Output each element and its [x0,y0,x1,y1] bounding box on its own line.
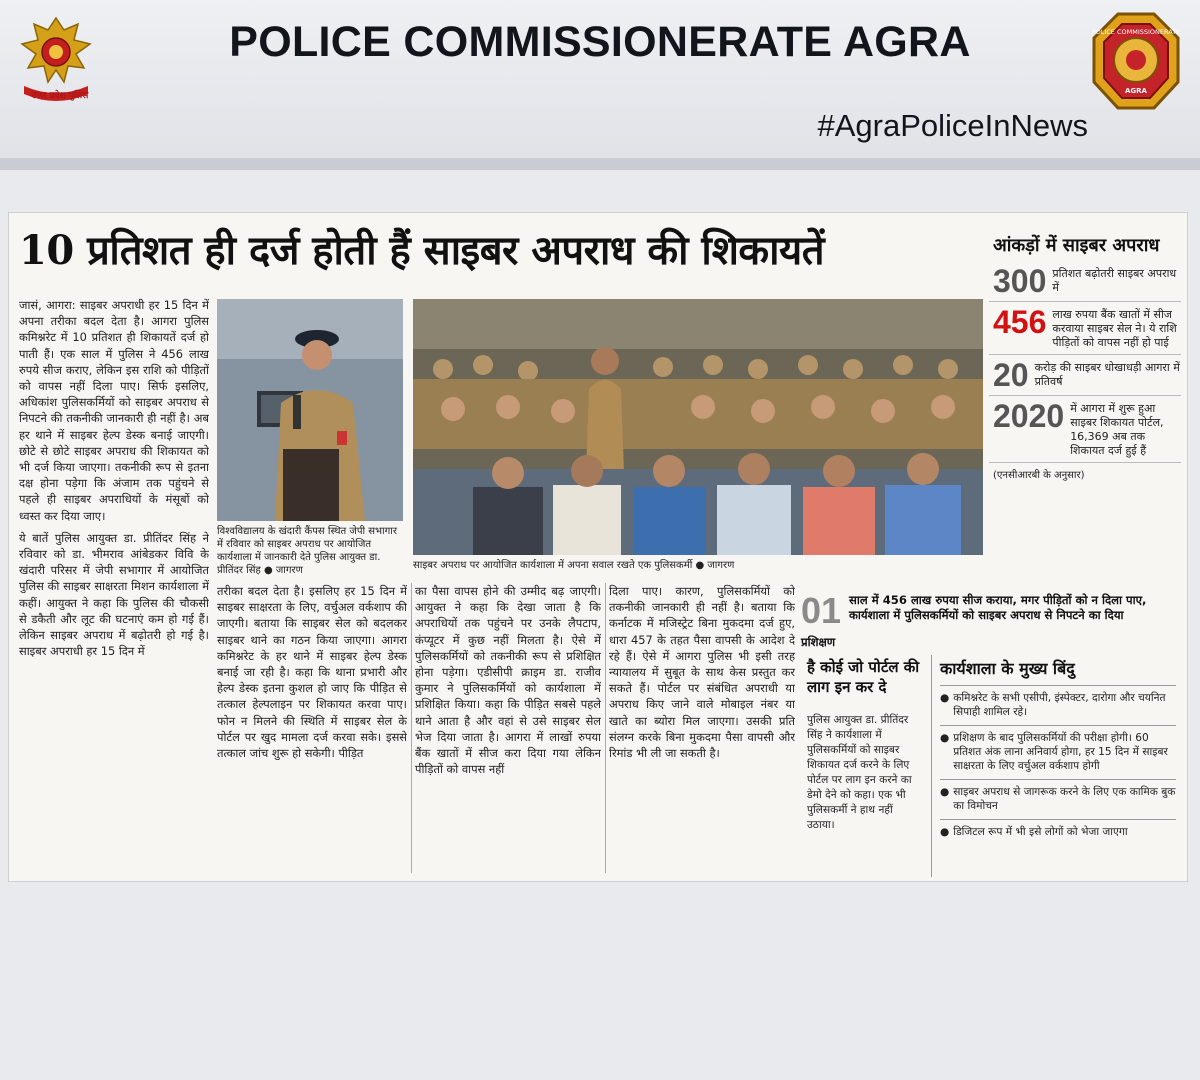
lead-number: 01 [801,590,842,631]
article-column-1 [19,297,209,873]
stat-row [989,302,1181,355]
stat-description: में आगरा में शुरू हुआ साइबर शिकायत पोर्टल, 16,369 अब तक शिकायत दर्ज हुई हैं [1070,402,1164,457]
key-point-text: साइबर अपराध से जागरूक करने के लिए एक कामिक बुक का विमोचन [953,786,1176,812]
news-hashtag: #AgraPoliceInNews [817,108,1088,143]
workshop-audience-photo [413,299,983,555]
bullet-icon: ● [940,786,950,798]
key-point [940,819,1176,839]
stats-source: (एनसीआरबी के अनुसार) [993,470,1085,481]
bullet-icon: ● [940,732,950,744]
key-points-title: कार्यशाला के मुख्य बिंदु [940,659,1075,678]
page-title: POLICE COMMISSIONERATE AGRA [229,18,971,66]
stat-row [989,396,1181,463]
portal-heading: है कोई जो पोर्टल की लाग इन कर दे [807,658,920,696]
header-divider-bar [0,158,1200,170]
key-point [940,779,1176,813]
workshop-photo-caption: साइबर अपराध पर आयोजित कार्यशाला में अपना सवाल रखते एक पुलिसकर्मी ● जागरण [413,560,735,571]
lead-text: साल में 456 लाख रुपया सीज कराया, मगर पीड़ितों को न दिला पाए, कार्यशाला में पुलिसकर्मियों को साइबर अपराध से निपटने का दिया [849,593,1147,622]
cyber-crime-stats-box [989,233,1181,573]
stat-number: 456 [993,304,1047,340]
commissioner-photo-caption: विश्वविद्यालय के खंदारी कैंपस स्थित जेपी सभागार में रविवार को साइबर अपराध पर आयोजित कार्यशाला में जानकारी देते पुलिस आयुक्त डा. प्रीतिंदर सिंह ● जागरण [217,526,397,576]
portal-text: पुलिस आयुक्त डा. प्रीतिंदर सिंह ने कार्यशाला में पुलिसकर्मियों को साइबर शिकायत दर्ज करने के लिए पोर्टल पर लाग इन करने का डेमो देने को कहा। एक भी पुलिसकर्मी ने हाथ नहीं उठाया। [807,714,912,831]
stat-number: 2020 [993,398,1065,434]
stat-description: प्रतिशत बढ़ोतरी साइबर अपराध में [1052,267,1177,294]
page-header [0,0,1200,170]
stat-description: करोड़ की साइबर धोखाधड़ी आगरा में प्रतिवर्ष [1034,361,1180,388]
stat-row [989,355,1181,396]
article-column-2: तरीका बदल देता है। इसलिए हर 15 दिन में साइबर साक्षरता के लिए, वर्चुअल वर्कशाप की जाएगी। बताया कि साइबर सेल को बदलकर साइबर थाने का गठन किया जाएगा। आगरा कमिश्नरेट के हर थाने में साइबर हेल्प डेस्क बनाई जा रही है। कहा कि थाना प्रभारी और हेल्प डेस्क इतना कुशल हो जाए कि पीड़ित से तत्काल हेल्पलाइन पर शिकायत करवा पाए। फोन न मिलने की स्थिति में साइबर सेल के पोर्टल पर खुद मामला दर्ज करवा सके। इससे तत्काल जांच शुरू हो सकेगी। पीड़ित [217,584,407,761]
summary-lead [801,591,1181,649]
article-column-4: दिला पाए। कारण, पुलिसकर्मियों को तकनीकी जानकारी ही नहीं है। बताया कि कर्नाटक में मजिस्ट्रेट बिना मुकदमा दर्ज हुए, धारा 457 के तहत पैसा वापसी के आदेश दे रहे हैं। ऐसे में आगरा पुलिस भी इसी तरह न्यायालय में सुबूत के साथ केस प्रस्तुत कर सकते हैं। पोर्टल पर संबंधित अपराधी या अपराध किए जाने वाले मोबाइल नंबर या खाते का ब्योरा मिल जाएगा। उसकी प्रति संलग्न करके बिना मुकदमा पैसा वापसी और रिमांड भी ली जा सकती है। [609,584,795,761]
agra-police-badge-icon [1088,8,1184,116]
key-point-text: डिजिटल रूप में भी इसे लोगों को भेजा जाएगा [953,826,1128,838]
bullet-icon: ● [940,826,950,838]
key-point-text: कमिश्नरेट के सभी एसीपी, इंस्पेक्टर, दारोगा और चयनित सिपाही शामिल रहे। [953,692,1166,718]
lead-tail: प्रशिक्षण [801,635,836,649]
bullet-icon: ● [940,692,950,704]
article-col1-para1: जासं, आगरा: साइबर अपराधी हर 15 दिन में अपना तरीका बदल देता है। आगरा पुलिस कमिश्नरेट में 10 प्रतिशत ही शिकायतें दर्ज हो पाती हैं। एक साल में पुलिस ने 456 लाख रुपये सीज कराए, लेकिन इस राशि को पीड़ितों को वापस नहीं दिला पाए। सिर्फ इसलिए, अधिकांश पुलिसकर्मियों को साइबर अपराध से निपटने की तकनीकी जानकारी ही नहीं है। अब हर थाने में साइबर हेल्प डेस्क बनाई जाएगी। छोटे से छोटे साइबर अपराध की शिकायत को भी दर्ज किया जाएगा। तकनीकी रूप से इतना दक्ष होना पड़ेगा कि अंजाम तक पहुंचने से पहले ही साइबर अपराधियों के मंसूबों को ध्वस्त कर दिया जाए। [19,298,209,523]
stat-description: लाख रुपया बैंक खातों में सीज करवाया साइबर सेल ने। ये राशि पीड़ितों को वापस नहीं हो पाई [1052,308,1177,349]
stat-number: 20 [993,357,1029,393]
key-point-text: प्रशिक्षण के बाद पुलिसकर्मियों की परीक्षा होगी। 60 प्रतिशत अंक लाना अनिवार्य होगा, हर 15 दिन में साइबर साक्षरता के लिए वर्चुअल वर्कशाप होगी [953,732,1168,772]
column-divider [411,583,412,873]
workshop-key-points [931,655,1182,877]
badge-top-text: POLICE COMMISSIONERATE [1091,28,1181,36]
stats-title: आंकड़ों में साइबर अपराध [993,235,1160,256]
article-col1-para2: ये बातें पुलिस आयुक्त डा. प्रीतिंदर सिंह ने रविवार को डा. भीमराव आंबेडकर विवि के खंदारी परिसर में जेपी सभागार में आयोजित पुलिस की साइबर साक्षरता मिशन कार्यशाला में कहीं। आयुक्त ने कहा कि पुलिस की चौकसी से डकैती और लूट की घटनाएं कम हो गई हैं। लेकिन साइबर अपराध में बढ़ोतरी हो गई है। साइबर अपराधी हर 15 दिन में [19,530,209,659]
up-logo-text: उत्तर प्रदेश पुलिस [31,91,89,101]
stat-row [989,261,1181,302]
commissioner-photo [217,299,403,521]
newspaper-clipping [8,212,1188,882]
key-point [940,685,1176,719]
stat-number: 300 [993,263,1047,299]
article-column-3: का पैसा वापस होने की उम्मीद बढ़ जाएगी। आयुक्त ने कहा कि देखा जाता है कि अपराधियों तक पहुंचने पर उनके लैपटाप, कंप्यूटर में कुछ नहीं मिलता है। ऐसे में पुलिसकर्मियों को तकनीकी रूप से प्रशिक्षित होना पड़ेगा। एडीसीपी क्राइम डा. राजीव कुमार ने पुलिसकर्मियों को कार्यशाला में प्रशिक्षित किया। कहा कि पीड़ित सबसे पहले थाने आता है और वहां से उसे साइबर सेल भेज दिया जाता है। आगरा में लाखों रुपया बैंक खातों में सीज करा दिया गया लेकिन पीड़ितों को वापस नहीं [415,584,601,777]
article-headline: 10 प्रतिशत ही दर्ज होती हैं साइबर अपराध की शिकायतें [19,227,824,274]
key-point [940,725,1176,773]
badge-bottom-text: AGRA [1125,87,1147,95]
column-divider [605,583,606,873]
